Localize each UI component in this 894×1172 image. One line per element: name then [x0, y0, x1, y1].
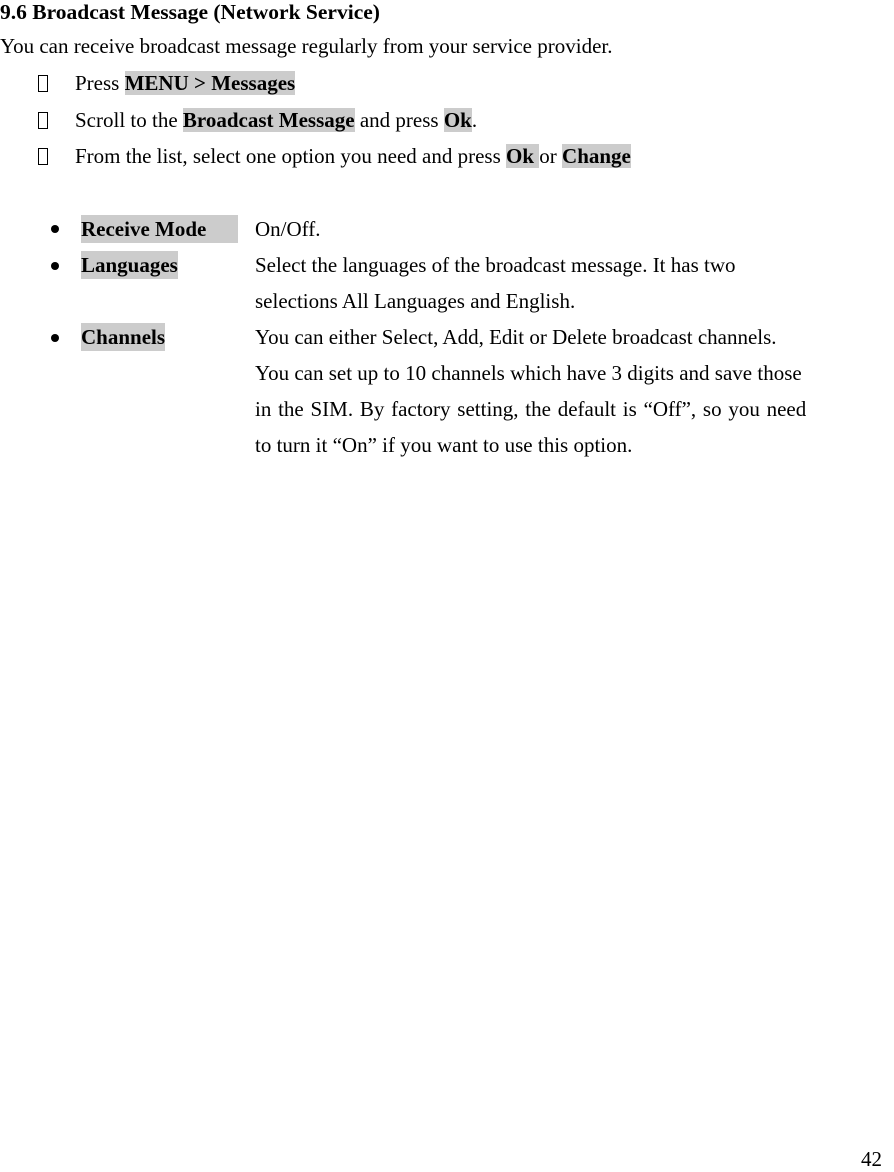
option-desc-line: You can set up to 10 channels which have 3 digits and save those	[255, 361, 802, 385]
option-label-channels: Channels	[81, 325, 166, 349]
bullet-icon	[51, 334, 59, 342]
bullet-icon	[51, 262, 59, 270]
step-highlight-broadcast-message: Broadcast Message	[182, 108, 355, 132]
option-desc-channels	[255, 319, 894, 463]
option-desc-line: to turn it “On” if you want to use this option.	[255, 433, 633, 457]
section-intro: You can receive broadcast message regularly from your service provider.	[0, 34, 613, 58]
step-highlight-change: Change	[562, 144, 631, 168]
checkbox-square-icon	[38, 112, 48, 129]
step-1	[38, 70, 295, 96]
option-label-receive-mode: Receive Mode	[81, 215, 238, 243]
checkbox-square-icon	[38, 148, 48, 165]
section-title: 9.6 Broadcast Message (Network Service)	[0, 0, 380, 24]
step-text: .	[471, 108, 478, 132]
option-label-languages: Languages	[81, 253, 178, 277]
checkbox-square-icon	[38, 75, 48, 92]
step-2	[38, 107, 477, 133]
step-text: or	[539, 144, 563, 168]
option-desc-line: selections All Languages and English.	[255, 289, 576, 313]
page-number: 42	[861, 1147, 882, 1171]
option-desc-line: Select the languages of the broadcast message. It has two	[255, 253, 736, 277]
step-text: and press	[354, 108, 444, 132]
step-text: Scroll to the	[75, 108, 183, 132]
step-highlight-ok: Ok	[443, 108, 472, 132]
step-text: Press	[75, 71, 125, 95]
option-desc-languages	[255, 247, 894, 319]
bullet-icon	[51, 225, 59, 233]
step-highlight-ok: Ok	[506, 144, 540, 168]
step-highlight-menu-path: MENU > Messages	[124, 71, 296, 95]
step-3	[38, 143, 631, 169]
option-desc-line: You can either Select, Add, Edit or Delete broadcast channels.	[255, 325, 777, 349]
option-desc-line: in the SIM. By factory setting, the default is “Off”, so you need	[255, 397, 807, 421]
option-desc-receive-mode	[255, 211, 894, 247]
step-text: From the list, select one option you need and press	[75, 144, 507, 168]
option-desc-line: On/Off.	[255, 217, 321, 241]
